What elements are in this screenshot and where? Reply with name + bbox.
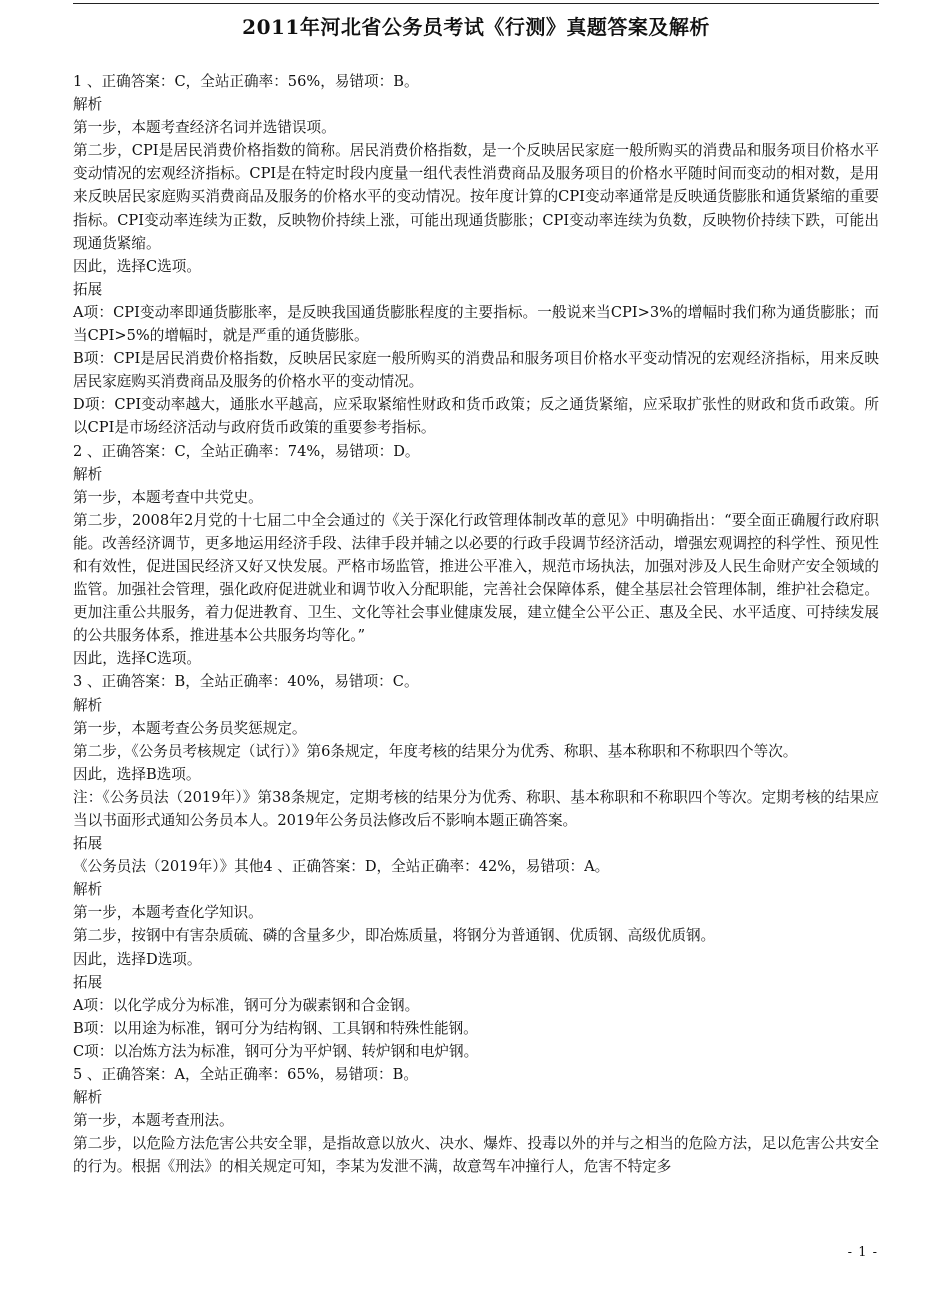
paragraph: 第二步，按钢中有害杂质硫、磷的含量多少，即冶炼质量，将钢分为普通钢、优质钢、高级优质钢。 bbox=[73, 927, 716, 945]
analysis-heading: 解析 bbox=[73, 696, 103, 714]
paragraph: 第一步，本题考查刑法。 bbox=[73, 1112, 234, 1130]
paragraph: C项：以冶炼方法为标准，钢可分为平炉钢、转炉钢和电炉钢。 bbox=[73, 1042, 479, 1060]
extension-heading: 拓展 bbox=[73, 973, 103, 991]
paragraph: 第二步，CPI是居民消费价格指数的简称。居民消费价格指数，是一个反映居民家庭一般所购买的消费品和服务项目价格水平变动情况的宏观经济指标。CPI是在特定时段内度量一组代表性消费商品及服务项目的价格水平随时间而变动的相对数，是用来反映居民家庭购买消费商品及服务的价格水平的变动情况。按年度计算的CPI变动率通常是反映通货膨胀和通货紧缩的重要指标。CPI变动率连续为正数，反映物价持续上涨，可能出现通货膨胀；CPI变动率连续为负数，反映物价持续下跌，可能出现通货紧缩。 bbox=[73, 142, 879, 252]
paragraph: 因此，选择C选项。 bbox=[73, 257, 201, 275]
answer-q4: 《公务员法（2019年）》其他4 、正确答案：D，全站正确率：42%，易错项：A。 bbox=[73, 858, 610, 876]
paragraph: A项：以化学成分为标准，钢可分为碳素钢和合金钢。 bbox=[73, 996, 420, 1014]
paragraph: 第一步，本题考查公务员奖惩规定。 bbox=[73, 719, 307, 737]
paragraph: 因此，选择C选项。 bbox=[73, 650, 201, 668]
paragraph: 注：《公务员法（2019年）》第38条规定，定期考核的结果分为优秀、称职、基本称职和不称职四个等次。定期考核的结果应当以书面形式通知公务员本人。2019年公务员法修改后不影响本题正确答案。 bbox=[73, 788, 879, 829]
paragraph: 因此，选择D选项。 bbox=[73, 950, 202, 968]
paragraph: 第一步，本题考查经济名词并选错误项。 bbox=[73, 119, 336, 137]
paragraph: 第二步，2008年2月党的十七届二中全会通过的《关于深化行政管理体制改革的意见》中明确指出：“要全面正确履行政府职能。改善经济调节，更多地运用经济手段、法律手段并辅之以必要的行政手段调节经济活动，增强宏观调控的科学性、预见性和有效性，促进国民经济又好又快发展。严格市场监管，推进公平准入，规范市场执法，加强对涉及人民生命财产安全领域的监管。加强社会管理，强化政府促进就业和调节收入分配职能，完善社会保障体系，健全基层社会管理体制，维护社会稳定。更加注重公共服务，着力促进教育、卫生、文化等社会事业健康发展，建立健全公平公正、惠及全民、水平适度、可持续发展的公共服务体系，推进基本公共服务均等化。” bbox=[73, 511, 879, 645]
paragraph: 第一步，本题考查化学知识。 bbox=[73, 904, 263, 922]
answer-q2: 2 、正确答案：C，全站正确率：74%，易错项：D。 bbox=[73, 442, 420, 460]
extension-heading: 拓展 bbox=[73, 280, 103, 298]
header-rule bbox=[73, 3, 879, 4]
paragraph: B项：CPI是居民消费价格指数，反映居民家庭一般所购买的消费品和服务项目价格水平变动情况的宏观经济指标，用来反映居民家庭购买消费商品及服务的价格水平的变动情况。 bbox=[73, 350, 879, 391]
answer-q5: 5 、正确答案：A，全站正确率：65%，易错项：B。 bbox=[73, 1066, 418, 1084]
analysis-heading: 解析 bbox=[73, 465, 103, 483]
answer-q1: 1 、正确答案：C，全站正确率：56%，易错项：B。 bbox=[73, 73, 419, 90]
paragraph: 因此，选择B选项。 bbox=[73, 765, 201, 783]
page-number: - 1 - bbox=[847, 1245, 878, 1260]
paragraph: D项：CPI变动率越大，通胀水平越高，应采取紧缩性财政和货币政策；反之通货紧缩，应采取扩张性的财政和货币政策。所以CPI是市场经济活动与政府货币政策的重要参考指标。 bbox=[73, 396, 879, 437]
paragraph: 第一步，本题考查中共党史。 bbox=[73, 488, 263, 506]
analysis-heading: 解析 bbox=[73, 881, 103, 899]
answer-q3: 3 、正确答案：B，全站正确率：40%，易错项：C。 bbox=[73, 673, 419, 691]
document-title: 2011年河北省公务员考试《行测》真题答案及解析 bbox=[242, 15, 710, 39]
document-body bbox=[73, 70, 879, 1179]
analysis-heading: 解析 bbox=[73, 96, 103, 114]
extension-heading: 拓展 bbox=[73, 835, 103, 853]
paragraph: 第二步，《公务员考核规定（试行）》第6条规定，年度考核的结果分为优秀、称职、基本称职和不称职四个等次。 bbox=[73, 742, 798, 760]
paragraph: 第二步，以危险方法危害公共安全罪，是指故意以放火、决水、爆炸、投毒以外的并与之相当的危险方法，足以危害公共安全的行为。根据《刑法》的相关规定可知，李某为发泄不满，故意驾车冲撞行人，危害不特定多 bbox=[73, 1135, 879, 1176]
analysis-heading: 解析 bbox=[73, 1089, 103, 1107]
paragraph: A项：CPI变动率即通货膨胀率，是反映我国通货膨胀程度的主要指标。一般说来当CPI>3%的增幅时我们称为通货膨胀；而当CPI>5%的增幅时，就是严重的通货膨胀。 bbox=[73, 303, 879, 345]
paragraph: B项：以用途为标准，钢可分为结构钢、工具钢和特殊性能钢。 bbox=[73, 1019, 478, 1037]
